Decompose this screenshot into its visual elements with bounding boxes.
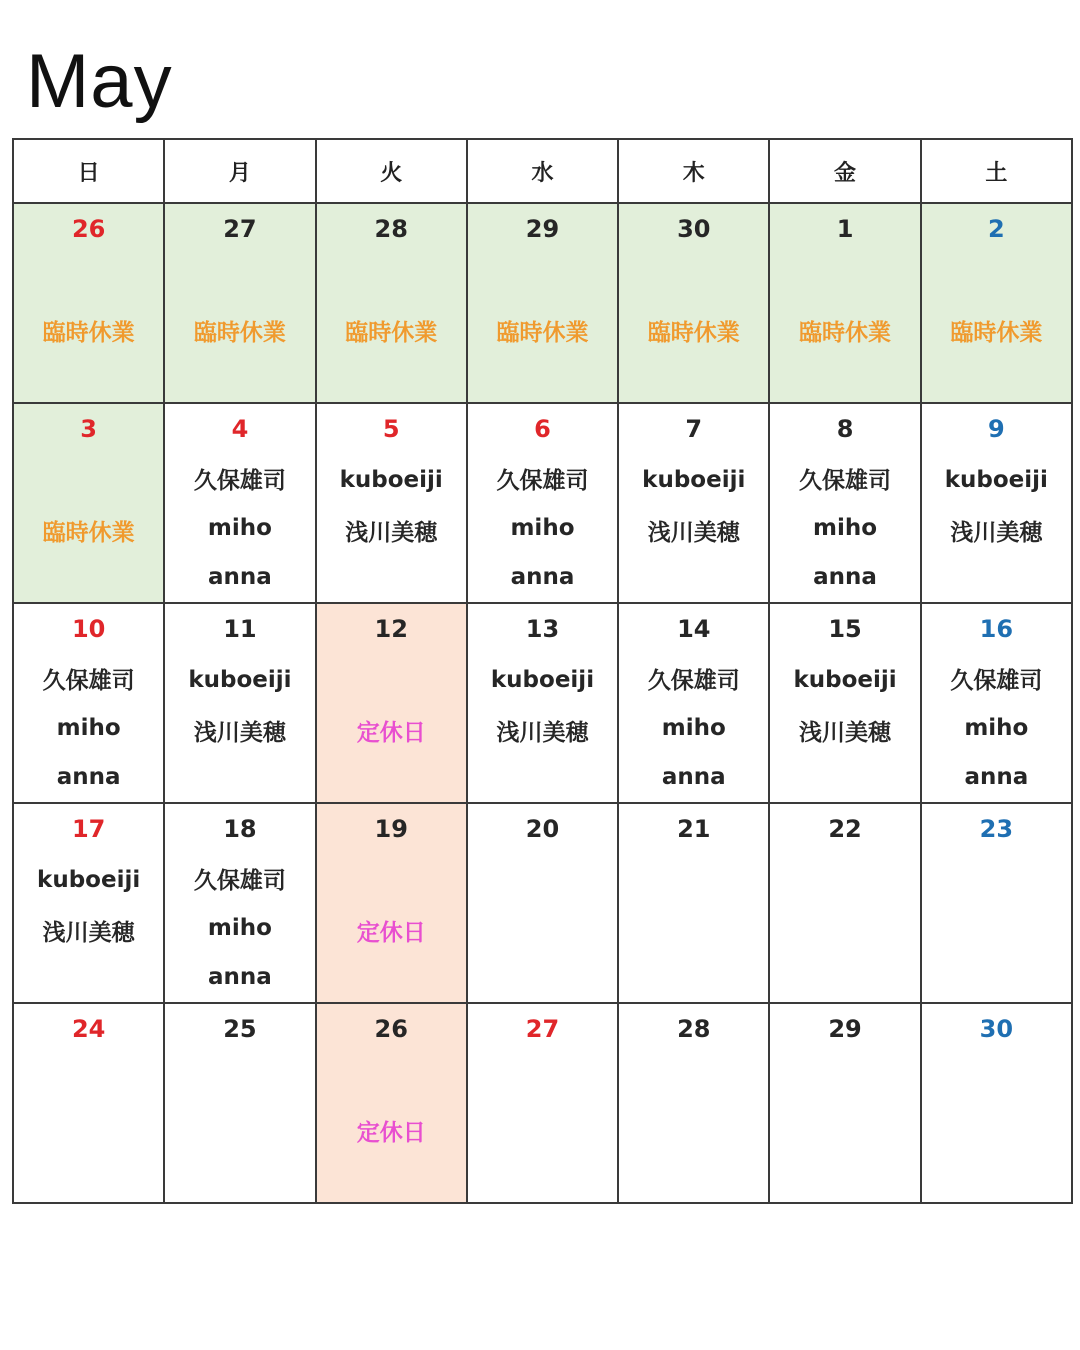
day-cell bbox=[164, 403, 315, 603]
day-cell bbox=[13, 803, 164, 1003]
day-cell bbox=[921, 603, 1072, 803]
day-number: 15 bbox=[828, 615, 862, 644]
day-cell bbox=[921, 203, 1072, 403]
day-cell bbox=[618, 803, 769, 1003]
staff-name: anna bbox=[813, 564, 877, 591]
day-number: 29 bbox=[828, 1015, 862, 1044]
staff-name: 久保雄司 bbox=[193, 867, 286, 894]
temporary-closure-label: 臨時休業 bbox=[42, 319, 135, 346]
day-cell bbox=[316, 603, 467, 803]
day-number: 25 bbox=[223, 1015, 257, 1044]
day-cell bbox=[164, 1003, 315, 1203]
temporary-closure-label: 臨時休業 bbox=[799, 319, 892, 346]
day-cell-content bbox=[317, 804, 466, 1002]
day-number: 24 bbox=[71, 1015, 106, 1044]
day-cell-content bbox=[165, 204, 314, 402]
day-number: 11 bbox=[223, 615, 257, 644]
staff-name: miho bbox=[661, 714, 726, 741]
temporary-closure-label: 臨時休業 bbox=[42, 519, 135, 546]
day-cell bbox=[13, 403, 164, 603]
staff-name: anna bbox=[208, 964, 272, 991]
day-cell bbox=[769, 403, 920, 603]
day-number: 17 bbox=[71, 815, 106, 844]
staff-name: kuboeiji bbox=[793, 666, 897, 693]
day-cell-content bbox=[619, 604, 768, 802]
temporary-closure-label: 臨時休業 bbox=[496, 319, 589, 346]
regular-holiday-label: 定休日 bbox=[356, 919, 426, 946]
calendar-grid bbox=[12, 138, 1073, 1204]
day-cell bbox=[921, 1003, 1072, 1203]
day-cell-content bbox=[468, 1004, 617, 1202]
day-cell bbox=[618, 1003, 769, 1203]
day-number: 21 bbox=[677, 815, 711, 844]
day-cell-content bbox=[922, 804, 1071, 1002]
day-number: 1 bbox=[836, 215, 854, 244]
staff-name: kuboeiji bbox=[944, 466, 1048, 493]
day-number: 27 bbox=[223, 215, 257, 244]
weekday-header-row bbox=[13, 139, 1072, 203]
day-cell bbox=[316, 403, 467, 603]
staff-name: 浅川美穂 bbox=[345, 519, 438, 546]
day-number: 4 bbox=[231, 414, 249, 443]
day-number: 20 bbox=[525, 815, 560, 844]
day-cell-content bbox=[619, 804, 768, 1002]
day-number: 16 bbox=[979, 614, 1014, 643]
weekday-sunday: 日 bbox=[13, 139, 164, 203]
staff-name: 久保雄司 bbox=[647, 667, 740, 694]
day-cell bbox=[13, 1003, 164, 1203]
day-cell bbox=[164, 603, 315, 803]
day-number: 19 bbox=[374, 815, 408, 844]
day-cell bbox=[618, 203, 769, 403]
day-number: 30 bbox=[979, 1015, 1014, 1044]
staff-name: 浅川美穂 bbox=[496, 719, 589, 746]
temporary-closure-label: 臨時休業 bbox=[345, 319, 438, 346]
day-number: 18 bbox=[223, 814, 257, 843]
day-cell-content bbox=[165, 1004, 314, 1202]
day-number: 29 bbox=[525, 215, 560, 244]
staff-name: miho bbox=[964, 714, 1029, 741]
day-cell-content bbox=[770, 1004, 919, 1202]
day-cell-content bbox=[317, 204, 466, 402]
staff-name: miho bbox=[56, 714, 121, 741]
staff-name: 久保雄司 bbox=[193, 467, 286, 494]
staff-name: 浅川美穂 bbox=[42, 919, 135, 946]
staff-name: miho bbox=[207, 514, 272, 541]
day-cell-content bbox=[468, 604, 617, 802]
day-cell bbox=[618, 603, 769, 803]
staff-name: kuboeiji bbox=[37, 866, 141, 893]
staff-name: kuboeiji bbox=[339, 466, 443, 493]
staff-name: kuboeiji bbox=[642, 466, 746, 493]
day-cell bbox=[13, 203, 164, 403]
day-cell bbox=[921, 803, 1072, 1003]
weekday-friday: 金 bbox=[769, 139, 920, 203]
day-cell-content bbox=[14, 604, 163, 802]
staff-name: anna bbox=[510, 564, 575, 591]
day-cell-content bbox=[922, 204, 1071, 402]
staff-name: 久保雄司 bbox=[496, 467, 589, 494]
day-number: 6 bbox=[534, 414, 551, 443]
staff-name: 浅川美穂 bbox=[647, 519, 740, 546]
staff-name: 浅川美穂 bbox=[799, 719, 892, 746]
day-cell-content bbox=[317, 1004, 466, 1202]
day-cell-content bbox=[14, 404, 163, 602]
staff-name: 浅川美穂 bbox=[950, 519, 1043, 546]
temporary-closure-label: 臨時休業 bbox=[647, 319, 740, 346]
regular-holiday-label: 定休日 bbox=[356, 719, 426, 746]
week-row bbox=[13, 603, 1072, 803]
day-cell-content bbox=[468, 204, 617, 402]
day-cell bbox=[769, 603, 920, 803]
day-number: 10 bbox=[71, 614, 106, 643]
day-cell bbox=[618, 403, 769, 603]
day-number: 28 bbox=[677, 1015, 711, 1044]
day-number: 30 bbox=[677, 215, 711, 244]
staff-name: miho bbox=[207, 914, 272, 941]
day-cell-content bbox=[619, 204, 768, 402]
day-cell-content bbox=[165, 404, 314, 602]
day-cell bbox=[467, 1003, 618, 1203]
day-cell-content bbox=[14, 1004, 163, 1202]
week-row bbox=[13, 403, 1072, 603]
staff-name: 久保雄司 bbox=[42, 667, 135, 694]
week-row bbox=[13, 803, 1072, 1003]
day-cell bbox=[316, 1003, 467, 1203]
day-number: 27 bbox=[525, 1015, 560, 1044]
day-number: 3 bbox=[80, 415, 97, 444]
day-cell-content bbox=[165, 604, 314, 802]
staff-name: kuboeiji bbox=[188, 666, 292, 693]
day-cell-content bbox=[770, 604, 919, 802]
day-number: 7 bbox=[685, 415, 703, 444]
day-cell bbox=[467, 603, 618, 803]
day-cell-content bbox=[468, 804, 617, 1002]
day-number: 23 bbox=[979, 815, 1014, 844]
day-cell-content bbox=[14, 804, 163, 1002]
day-number: 8 bbox=[836, 414, 854, 443]
day-cell bbox=[769, 203, 920, 403]
day-cell-content bbox=[770, 804, 919, 1002]
weekday-saturday: 土 bbox=[921, 139, 1072, 203]
weekday-tuesday: 火 bbox=[316, 139, 467, 203]
weekday-wednesday: 水 bbox=[467, 139, 618, 203]
day-cell bbox=[921, 403, 1072, 603]
weekday-thursday: 木 bbox=[618, 139, 769, 203]
staff-name: anna bbox=[208, 564, 272, 591]
month-title: May bbox=[26, 39, 173, 124]
staff-name: anna bbox=[661, 764, 726, 791]
staff-name: 久保雄司 bbox=[799, 467, 892, 494]
day-cell-content bbox=[317, 604, 466, 802]
day-cell-content bbox=[770, 404, 919, 602]
staff-name: miho bbox=[510, 514, 575, 541]
regular-holiday-label: 定休日 bbox=[356, 1119, 426, 1146]
day-cell bbox=[13, 603, 164, 803]
staff-name: miho bbox=[813, 514, 878, 541]
day-number: 12 bbox=[374, 615, 408, 644]
staff-name: 久保雄司 bbox=[950, 667, 1043, 694]
day-number: 14 bbox=[677, 614, 711, 643]
day-cell bbox=[467, 203, 618, 403]
day-number: 2 bbox=[987, 215, 1005, 244]
temporary-closure-label: 臨時休業 bbox=[950, 319, 1043, 346]
day-cell-content bbox=[619, 1004, 768, 1202]
day-cell bbox=[769, 1003, 920, 1203]
day-cell-content bbox=[922, 604, 1071, 802]
day-cell bbox=[316, 203, 467, 403]
day-number: 13 bbox=[525, 615, 560, 644]
weekday-monday: 月 bbox=[164, 139, 315, 203]
day-number: 26 bbox=[374, 1015, 408, 1044]
day-cell-content bbox=[468, 404, 617, 602]
day-number: 5 bbox=[382, 415, 400, 444]
day-cell-content bbox=[770, 204, 919, 402]
staff-name: anna bbox=[964, 764, 1029, 791]
day-cell bbox=[467, 803, 618, 1003]
day-number: 9 bbox=[987, 415, 1005, 444]
day-cell-content bbox=[922, 1004, 1071, 1202]
staff-name: kuboeiji bbox=[490, 666, 595, 693]
day-cell bbox=[164, 203, 315, 403]
staff-name: anna bbox=[56, 764, 121, 791]
day-cell-content bbox=[165, 804, 314, 1002]
day-cell bbox=[769, 803, 920, 1003]
day-number: 22 bbox=[828, 815, 862, 844]
day-cell-content bbox=[317, 404, 466, 602]
day-cell-content bbox=[619, 404, 768, 602]
day-cell bbox=[164, 803, 315, 1003]
temporary-closure-label: 臨時休業 bbox=[193, 319, 286, 346]
day-cell-content bbox=[922, 404, 1071, 602]
day-number: 26 bbox=[71, 215, 106, 244]
day-cell bbox=[467, 403, 618, 603]
day-cell bbox=[316, 803, 467, 1003]
week-row bbox=[13, 203, 1072, 403]
week-row bbox=[13, 1003, 1072, 1203]
staff-name: 浅川美穂 bbox=[193, 719, 286, 746]
day-number: 28 bbox=[374, 215, 408, 244]
day-cell-content bbox=[14, 204, 163, 402]
calendar-body bbox=[13, 203, 1072, 1203]
